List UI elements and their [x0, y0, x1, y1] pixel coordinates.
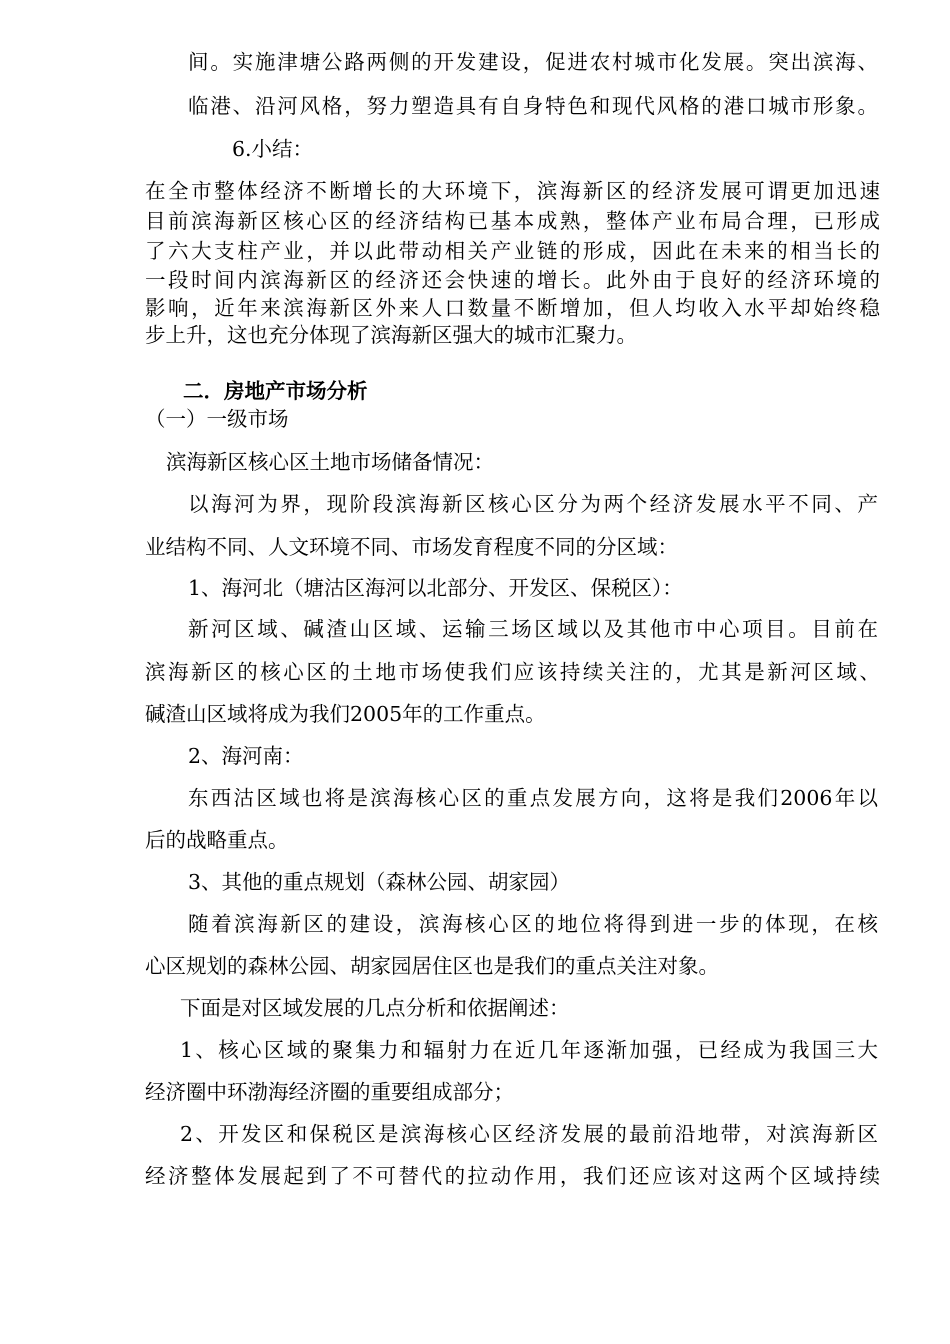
paragraph-line: 心区规划的森林公园、胡家园居住区也是我们的重点关注对象。 — [145, 954, 719, 978]
paragraph-line: 下面是对区域发展的几点分析和依据阐述： — [180, 996, 570, 1020]
paragraph-line: 经济圈中环渤海经济圈的重要组成部分； — [145, 1080, 514, 1104]
paragraph-line: 业结构不同、人文环境不同、市场发育程度不同的分区域： — [145, 535, 678, 559]
paragraph-line: 经济整体发展起到了不可替代的拉动作用，我们还应该对这两个区域持续 — [145, 1164, 880, 1188]
paragraph-line: 影响，近年来滨海新区外来人口数量不断增加，但人均收入水平却始终稳 — [145, 296, 880, 320]
paragraph-line: 临港、沿河风格，努力塑造具有自身特色和现代风格的港口城市形象。 — [188, 94, 878, 118]
section-heading: 二．房地产市场分析 — [183, 379, 368, 403]
paragraph-line: 步上升，这也充分体现了滨海新区强大的城市汇聚力。 — [145, 323, 637, 347]
paragraph-line: 以海河为界，现阶段滨海新区核心区分为两个经济发展水平不同、产 — [188, 492, 878, 516]
list-item-heading: 3、其他的重点规划（森林公园、胡家园） — [188, 870, 571, 894]
paragraph-line: 滨海新区核心区土地市场储备情况： — [166, 450, 494, 474]
paragraph-line: 碱渣山区域将成为我们2005年的工作重点。 — [145, 702, 546, 726]
paragraph-line: 后的战略重点。 — [145, 828, 289, 852]
paragraph-line: 了六大支柱产业，并以此带动相关产业链的形成，因此在未来的相当长的 — [145, 239, 880, 263]
paragraph-line: 东西沽区域也将是滨海核心区的重点发展方向，这将是我们2006年以 — [188, 786, 878, 810]
paragraph-line: 新河区域、碱渣山区域、运输三场区域以及其他市中心项目。目前在 — [188, 617, 878, 641]
paragraph-line: 随着滨海新区的建设，滨海核心区的地位将得到进一步的体现，在核 — [188, 912, 878, 936]
paragraph-line: 1、核心区域的聚集力和辐射力在近几年逐渐加强，已经成为我国三大 — [180, 1038, 878, 1062]
subsection-heading: （一）一级市场 — [145, 407, 289, 431]
paragraph-line: 目前滨海新区核心区的经济结构已基本成熟，整体产业布局合理，已形成 — [145, 209, 880, 233]
list-item-heading: 2、海河南： — [188, 744, 304, 768]
paragraph-line: 2、开发区和保税区是滨海核心区经济发展的最前沿地带，对滨海新区 — [180, 1122, 878, 1146]
paragraph-line: 一段时间内滨海新区的经济还会快速的增长。此外由于良好的经济环境的 — [145, 268, 880, 292]
paragraph-line: 在全市整体经济不断增长的大环境下，滨海新区的经济发展可谓更加迅速 — [145, 179, 880, 203]
list-item-heading: 1、海河北（塘沽区海河以北部分、开发区、保税区）： — [188, 576, 683, 600]
paragraph-line: 滨海新区的核心区的土地市场使我们应该持续关注的，尤其是新河区域、 — [145, 660, 880, 684]
paragraph-line: 间。实施津塘公路两侧的开发建设，促进农村城市化发展。突出滨海、 — [188, 50, 878, 74]
section-subtitle: 6.小结： — [232, 137, 314, 161]
